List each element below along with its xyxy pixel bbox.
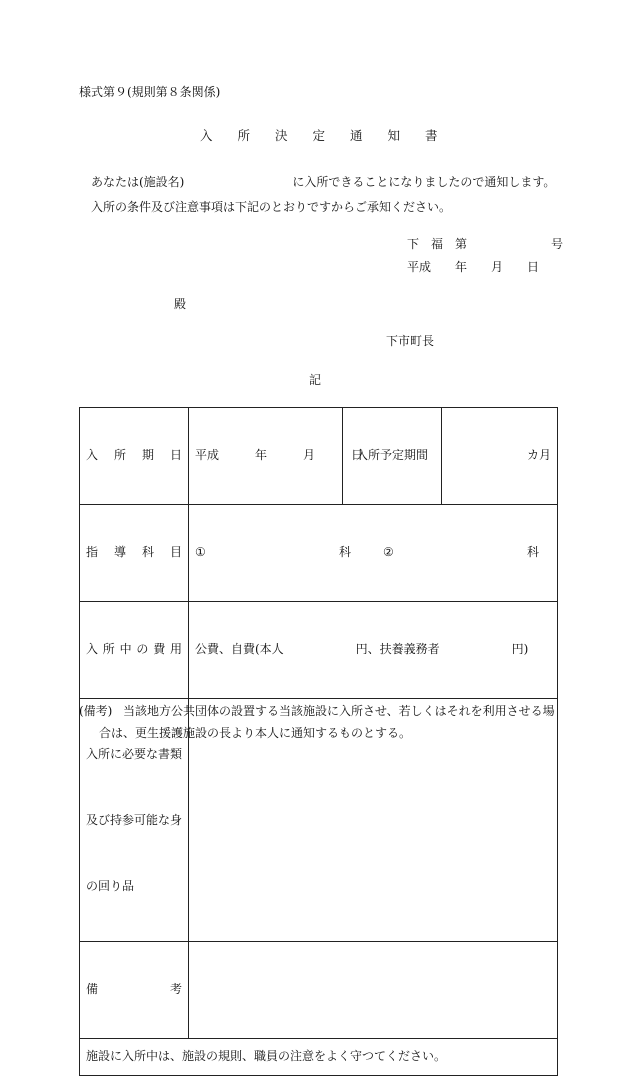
label-line: の回り品 (86, 878, 135, 893)
label-char: 中 (119, 642, 132, 657)
admission-date-value: 平成 年 月 日 (189, 408, 343, 505)
body-line-2: 入所の条件及び注意事項は下記のとおりですからご承知ください。 (91, 200, 452, 214)
label-char: 入 (86, 448, 99, 463)
admission-cost-value: 公費、自費(本人 円、扶養義務者 円) (189, 601, 558, 698)
facility-rules-note: 施設に入所中は、施設の規則、職員の注意をよく守つてください。 (80, 1038, 558, 1075)
issuer: 下市町長 (386, 334, 435, 348)
subject-1-marker: ① (195, 545, 206, 560)
label-char: 日 (169, 448, 182, 463)
subject-2-suffix: 科 (526, 545, 539, 560)
document-number: 下 福 第 号 (407, 237, 564, 251)
label-char: 費 (153, 642, 166, 657)
label-char: 考 (169, 982, 182, 997)
label-char: 導 (113, 545, 126, 560)
guidance-subject-value (189, 504, 558, 601)
document-date: 平成 年 月 日 (407, 260, 540, 274)
label-char: 所 (113, 448, 126, 463)
remarks-value (189, 941, 558, 1038)
label-guidance-subject (80, 504, 189, 601)
addressee-suffix: 殿 (174, 297, 187, 311)
label-char: 期 (141, 448, 154, 463)
subject-2-marker: ② (383, 545, 394, 560)
table-row (80, 1038, 558, 1075)
subject-1-suffix: 科 (339, 545, 352, 560)
label-line: 及び持参可能な身 (86, 812, 183, 827)
table-row (80, 504, 558, 601)
label-admission-date (80, 408, 189, 505)
form-reference: 様式第９(規則第８条関係) (79, 85, 221, 99)
table-row (80, 408, 558, 505)
label-char: 備 (86, 982, 99, 997)
label-char: 所 (102, 642, 115, 657)
label-planned-period: 入所予定期間 (343, 408, 442, 505)
label-remarks (80, 941, 189, 1038)
label-char: 目 (169, 545, 182, 560)
table-row (80, 601, 558, 698)
ki-heading: 記 (309, 373, 322, 387)
notes-block (79, 700, 559, 744)
notes-line-1: 当該地方公共団体の設置する当該施設に入所させ、若しくはそれを利用させる場 (123, 704, 555, 718)
label-char: 指 (86, 545, 99, 560)
label-line: 入所に必要な書類 (86, 746, 183, 761)
label-char: 用 (169, 642, 182, 657)
table-row (80, 941, 558, 1038)
label-char: の (136, 642, 149, 657)
document-title: 入 所 決 定 通 知 書 (200, 128, 438, 143)
label-char: 科 (141, 545, 154, 560)
body-line-1: あなたは(施設名) に入所できることになりましたので通知します。 (91, 175, 556, 189)
label-char: 入 (86, 642, 99, 657)
notes-line-2: 合は、更生援護施設の長より本人に通知するものとする。 (99, 726, 412, 740)
planned-period-value: カ月 (442, 408, 558, 505)
label-admission-cost (80, 601, 189, 698)
notes-tag: (備考) (79, 704, 113, 718)
